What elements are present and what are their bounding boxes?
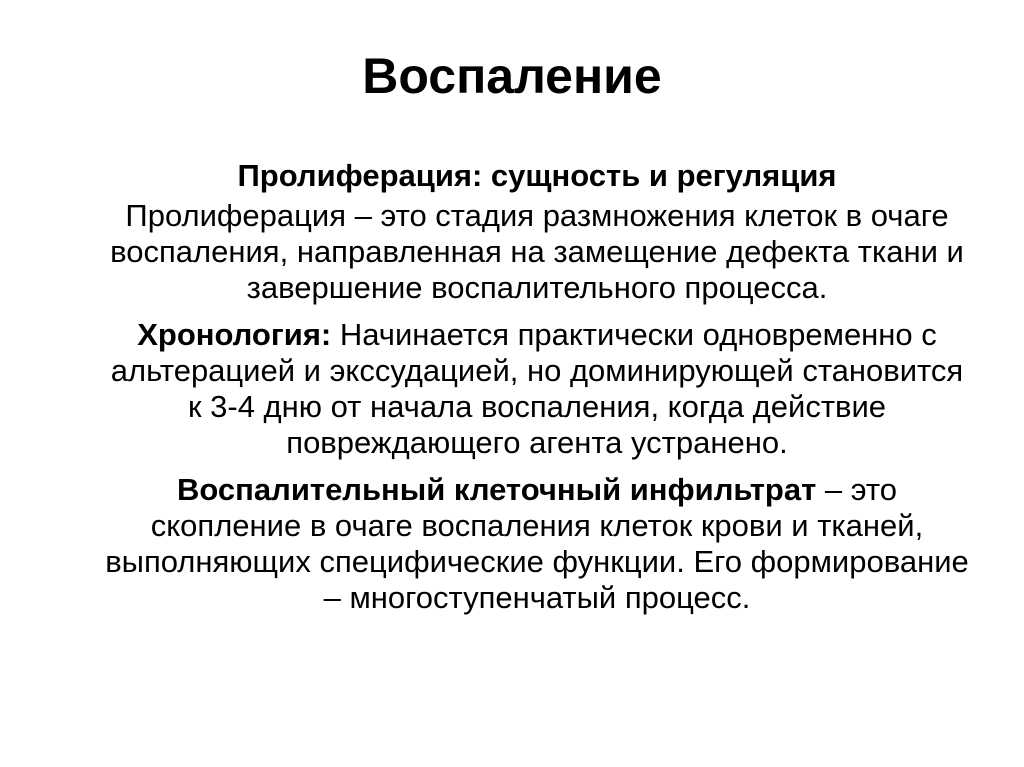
chronology-paragraph <box>100 317 974 461</box>
infiltrate-term: Воспалительный клеточный инфильтрат <box>177 472 817 507</box>
definition-text: Пролиферация – это стадия размножения клеток в очаге воспаления, направленная на замещение дефекта ткани и завершение воспалительного процесса. <box>110 198 964 305</box>
slide-subtitle: Пролиферация: сущность и регуляция <box>237 158 837 193</box>
chronology-term: Хронология: <box>137 317 332 352</box>
infiltrate-paragraph <box>100 472 974 616</box>
slide-body <box>100 158 974 627</box>
infiltrate-text: – это скопление в очаге воспаления клеток крови и тканей, выполняющих специфические функции. Его формирование – многоступенчатый процесс. <box>105 472 969 615</box>
slide-title: Воспаление <box>362 48 662 104</box>
chronology-text: Начинается практически одновременно с альтерацией и экссудацией, но доминирующей становится к 3-4 дню от начала воспаления, когда действие повреждающего агента устранено. <box>110 317 964 460</box>
definition-paragraph <box>100 198 974 306</box>
